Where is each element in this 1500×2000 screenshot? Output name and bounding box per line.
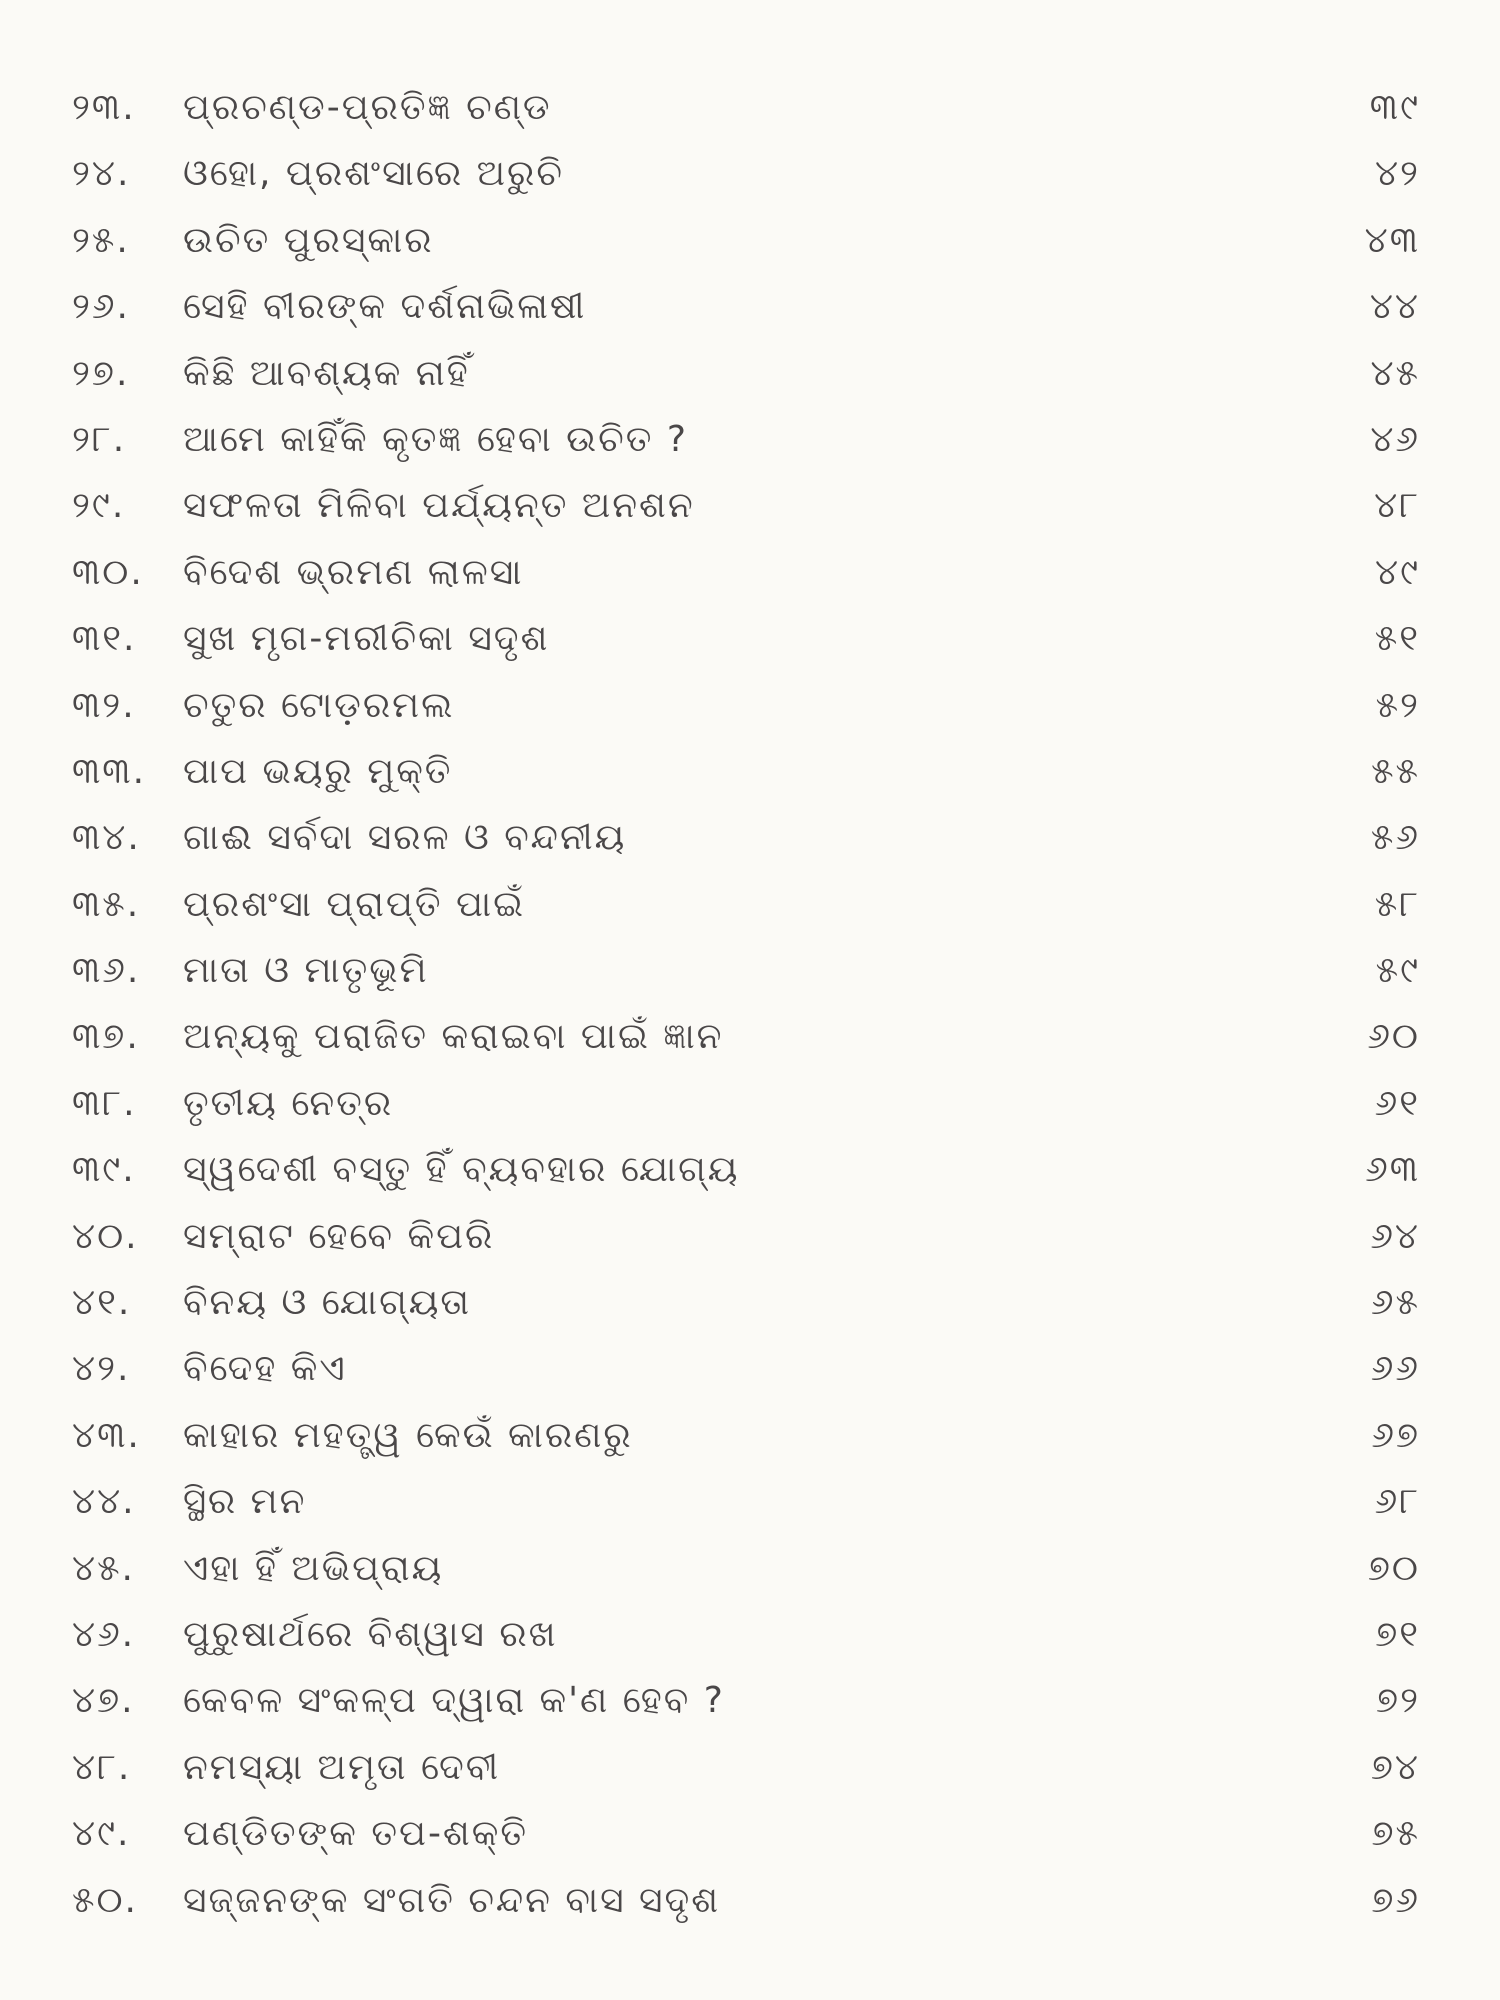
- toc-entry: [0, 341, 1500, 407]
- toc-entry-number: ୨୯.: [72, 485, 126, 527]
- toc-entry-page-number: ୭୦: [1367, 1547, 1420, 1589]
- toc-entry: [0, 540, 1500, 606]
- toc-entry-page-number: ୪୩: [1364, 219, 1420, 261]
- toc-entry: [0, 141, 1500, 207]
- toc-entry: [0, 1801, 1500, 1867]
- toc-entry-number: ୩୦.: [72, 551, 144, 593]
- toc-entry-number: ୪୩.: [72, 1414, 141, 1456]
- toc-entry-page-number: ୭୬: [1371, 1879, 1420, 1921]
- toc-entry-title: ବିନୟ ଓ ଯୋଗ୍ୟତା: [183, 1282, 472, 1324]
- toc-entry-number: ୪୪.: [72, 1481, 136, 1523]
- toc-entry-title: ମାତା ଓ ମାତୃଭୂମି: [183, 950, 429, 992]
- toc-entry-title: ସେହି ବୀରଙ୍କ ଦର୍ଶନାଭିଳାଷୀ: [183, 286, 587, 328]
- toc-entry-number: ୩୩.: [72, 750, 147, 792]
- toc-entry-page-number: ୪୮: [1374, 485, 1420, 527]
- toc-entry-title: ଗାଈ ସର୍ବଦା ସରଳ ଓ ବନ୍ଦନୀୟ: [183, 817, 627, 859]
- toc-entry-number: ୪୭.: [72, 1680, 135, 1722]
- toc-entry-page-number: ୫୨: [1375, 684, 1420, 726]
- toc-entry-title: ବିଦେଶ ଭ୍ରମଣ ଲାଳସା: [183, 551, 524, 593]
- toc-entry-page-number: ୫୬: [1370, 817, 1420, 859]
- toc-entry-page-number: ୬୪: [1370, 1215, 1420, 1257]
- toc-entry-page-number: ୪୨: [1374, 153, 1420, 195]
- toc-entry-title: ସମ୍ରାଟ ହେବେ କିପରି: [183, 1215, 495, 1257]
- toc-entry-title: ସୁଖ ମୃଗ-ମରୀଚିକା ସଦୃଶ: [183, 618, 550, 660]
- toc-entry-page-number: ୫୧: [1374, 618, 1420, 660]
- toc-entry-number: ୪୬.: [72, 1613, 136, 1655]
- toc-entry-title: କାହାର ମହତ୍ତ୍ୱ କେଉଁ କାରଣରୁ: [183, 1414, 633, 1456]
- toc-entry-number: ୪୨.: [72, 1348, 131, 1390]
- toc-entry: [0, 1137, 1500, 1203]
- toc-entry: [0, 1270, 1500, 1336]
- toc-entry-title: ଚତୁର ଟୋଡ଼ରମଲ: [183, 684, 455, 726]
- toc-entry: [0, 274, 1500, 340]
- toc-entry-number: ୩୮.: [72, 1082, 137, 1124]
- toc-entry-number: ୪୮.: [72, 1746, 132, 1788]
- toc-entry-number: ୪୫.: [72, 1547, 135, 1589]
- toc-entry-title: ବିଦେହ କିଏ: [183, 1348, 347, 1390]
- toc-entry-title: ସଜ୍ଜନଙ୍କ ସଂଗତି ଚନ୍ଦନ ବାସ ସଦୃଶ: [183, 1879, 721, 1921]
- toc-entry-title: ପୁରୁଷାର୍ଥରେ ବିଶ୍ୱାସ ରଖ: [183, 1613, 558, 1655]
- toc-entry-page-number: ୬୬: [1370, 1348, 1420, 1390]
- toc-entry: [0, 1204, 1500, 1270]
- toc-entry: [0, 739, 1500, 805]
- toc-entry-number: ୩୧.: [72, 618, 137, 660]
- toc-entry: [0, 75, 1500, 141]
- toc-entry-number: ୪୯.: [72, 1813, 131, 1855]
- toc-entry: [0, 1336, 1500, 1402]
- toc-entry: [0, 1868, 1500, 1934]
- toc-entry: [0, 938, 1500, 1004]
- toc-entry-page-number: ୭୪: [1370, 1746, 1420, 1788]
- toc-entry: [0, 473, 1500, 539]
- toc-entry-title: ନମସ୍ୟା ଅମୃତା ଦେବୀ: [183, 1746, 501, 1788]
- toc-entry-page-number: ୬୩: [1365, 1149, 1420, 1191]
- toc-entry-title: ପଣ୍ଡିତଙ୍କ ତପ-ଶକ୍ତି: [183, 1813, 528, 1855]
- toc-entry-title: ସ୍ଥିର ମନ: [183, 1481, 307, 1523]
- toc-entry: [0, 1602, 1500, 1668]
- toc-entry-number: ୩୨.: [72, 684, 136, 726]
- toc-entry: [0, 1536, 1500, 1602]
- toc-entry-title: କେବଳ ସଂକଳ୍ପ ଦ୍ୱାରା କ'ଣ ହେବ ?: [183, 1680, 725, 1722]
- toc-entry-page-number: ୬୧: [1374, 1082, 1420, 1124]
- toc-entry-number: ୩୯.: [72, 1149, 136, 1191]
- toc-entry-title: ପ୍ରଶଂସା ପ୍ରାପ୍ତି ପାଇଁ: [183, 883, 526, 925]
- toc-entry-number: ୩୪.: [72, 817, 141, 859]
- toc-entry: [0, 407, 1500, 473]
- toc-entry-title: ପାପ ଭୟରୁ ମୁକ୍ତି: [183, 750, 453, 792]
- toc-entry-number: ୨୬.: [72, 286, 130, 328]
- toc-entry-number: ୩୭.: [72, 1016, 140, 1058]
- toc-entry-page-number: ୭୨: [1376, 1680, 1420, 1722]
- toc-entry-page-number: ୬୭: [1371, 1414, 1420, 1456]
- toc-entry-number: ୩୬.: [72, 950, 141, 992]
- toc-entry-title: ସଫଳତା ମିଳିବା ପର୍ଯ୍ୟନ୍ତ ଅନଶନ: [183, 485, 695, 527]
- toc-entry-page-number: ୫୮: [1374, 883, 1420, 925]
- toc-entry-page-number: ୭୫: [1371, 1813, 1420, 1855]
- toc-entry: [0, 606, 1500, 672]
- toc-entry: [0, 673, 1500, 739]
- toc-entry-page-number: ୬୮: [1374, 1481, 1420, 1523]
- toc-entry-number: ୨୭.: [72, 352, 130, 394]
- toc-entry-title: କିଛି ଆବଶ୍ୟକ ନାହିଁ: [183, 352, 470, 394]
- toc-entry-page-number: ୬୦: [1367, 1016, 1420, 1058]
- toc-entry-page-number: ୪୯: [1375, 551, 1420, 593]
- toc-entry-page-number: ୫୯: [1375, 950, 1420, 992]
- toc-entry-title: ଅନ୍ୟକୁ ପରାଜିତ କରାଇବା ପାଇଁ ଜ୍ଞାନ: [183, 1016, 724, 1058]
- toc-entry: [0, 1668, 1500, 1734]
- toc-entry-title: ପ୍ରଚଣ୍ଡ-ପ୍ରତିଜ୍ଞ ଚଣ୍ଡ: [183, 87, 552, 128]
- toc-entry-number: ୪୦.: [72, 1215, 139, 1257]
- toc-entry-page-number: ୪୫: [1370, 352, 1420, 394]
- toc-entry: [0, 1004, 1500, 1070]
- toc-entry-title: ତୃତୀୟ ନେତ୍ର: [183, 1082, 394, 1124]
- toc-entry-number: ୫୦.: [72, 1879, 138, 1921]
- toc-entry-number: ୨୩.: [72, 87, 136, 128]
- toc-entry: [0, 1469, 1500, 1535]
- toc-entry-title: ସ୍ୱଦେଶୀ ବସ୍ତୁ ହିଁ ବ୍ୟବହାର ଯୋଗ୍ୟ: [183, 1149, 740, 1191]
- toc-entry-title: ଓହୋ, ପ୍ରଶଂସାରେ ଅରୁଚି: [183, 153, 564, 195]
- toc-entry: [0, 1735, 1500, 1801]
- toc-entry-number: ୨୮.: [72, 418, 127, 460]
- toc-entry: [0, 208, 1500, 274]
- toc-entry: [0, 1403, 1500, 1469]
- toc-entry-page-number: ୪୪: [1369, 286, 1420, 328]
- toc-entry-number: ୨୪.: [72, 153, 131, 195]
- toc-entry: [0, 872, 1500, 938]
- toc-entry-title: ଆମେ କାହିଁକି କୃତଜ୍ଞ ହେବା ଉଚିତ ?: [183, 418, 688, 460]
- toc-entry-number: ୩୫.: [72, 883, 141, 925]
- toc-entry-page-number: ୭୧: [1375, 1613, 1420, 1655]
- toc-entry: [0, 805, 1500, 871]
- toc-entry: [0, 1071, 1500, 1137]
- toc-entry-page-number: ୬୫: [1370, 1282, 1420, 1324]
- toc-entry-page-number: ୫୫: [1371, 750, 1420, 792]
- toc-entry-number: ୪୧.: [72, 1282, 132, 1324]
- toc-entry-title: ଉଚିତ ପୁରସ୍କାର: [183, 219, 434, 261]
- toc-entry-number: ୨୫.: [72, 219, 130, 261]
- toc-entry-page-number: ୪୬: [1370, 418, 1420, 460]
- toc-entry-page-number: ୩୯: [1369, 87, 1420, 128]
- toc-entry-title: ଏହା ହିଁ ଅଭିପ୍ରାୟ: [183, 1547, 444, 1589]
- table-of-contents: [0, 75, 1500, 1934]
